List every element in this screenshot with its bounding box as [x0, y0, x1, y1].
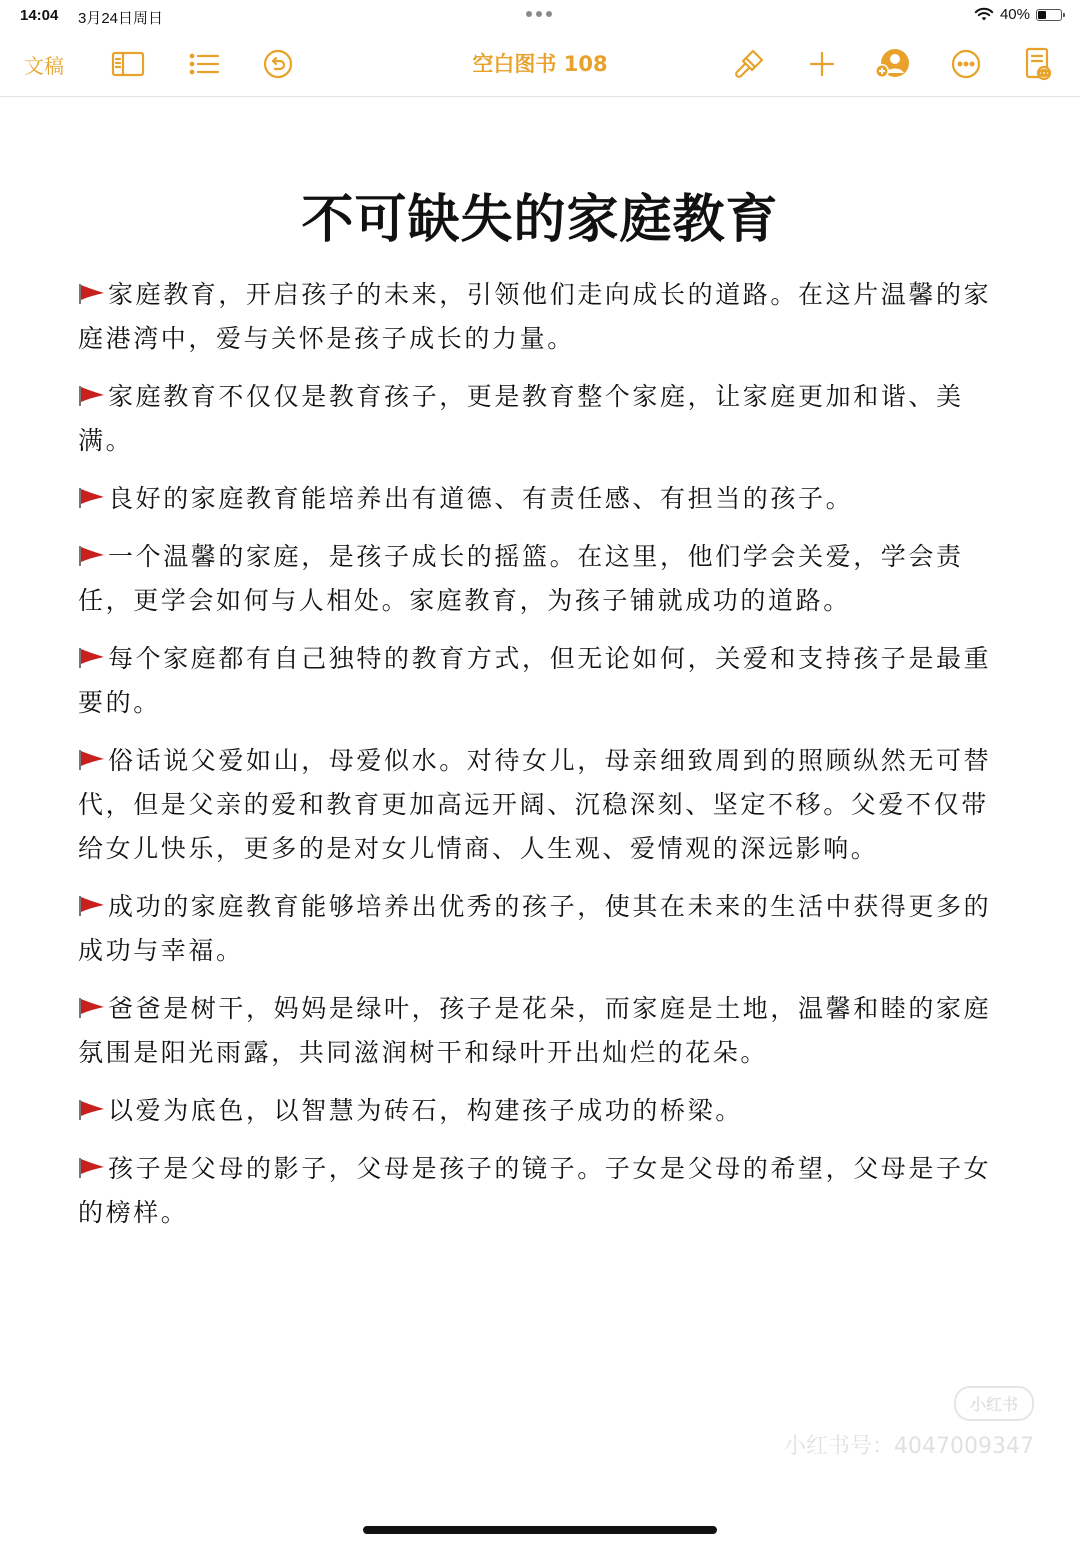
paragraph[interactable]	[78, 739, 1008, 871]
red-flag-icon	[78, 749, 106, 771]
red-flag-icon	[78, 487, 106, 509]
red-flag-icon	[78, 385, 106, 407]
paintbrush-icon	[733, 47, 767, 81]
watermark	[784, 1386, 1034, 1460]
red-flag-icon	[78, 545, 106, 567]
paragraph-text: 爸爸是树干，妈妈是绿叶，孩子是花朵，而家庭是土地，温馨和睦的家庭氛围是阳光雨露，共同滋润树干和绿叶开出灿烂的花朵。	[78, 994, 992, 1067]
documents-button[interactable]	[24, 44, 64, 84]
documents-label: 文稿	[24, 53, 64, 78]
paragraph[interactable]	[78, 987, 1008, 1075]
paragraph-text: 一个温馨的家庭，是孩子成长的摇篮。在这里，他们学会关爱，学会责任，更学会如何与人相处。家庭教育，为孩子铺就成功的道路。	[78, 542, 964, 615]
paragraph-text: 家庭教育不仅仅是教育孩子，更是教育整个家庭，让家庭更加和谐、美满。	[78, 382, 964, 455]
list-icon	[187, 50, 221, 78]
collaborate-icon	[873, 47, 911, 81]
multitasking-dots[interactable]	[526, 11, 552, 17]
paragraph[interactable]	[78, 375, 1008, 463]
plus-icon	[808, 50, 836, 78]
document-view-icon	[1023, 46, 1053, 82]
watermark-text: 小红书号：4047009347	[784, 1434, 1034, 1459]
sidebar-icon	[110, 50, 146, 78]
paragraph-text: 家庭教育，开启孩子的未来，引领他们走向成长的道路。在这片温馨的家庭港湾中，爱与关怀是孩子成长的力量。	[78, 280, 992, 353]
red-flag-icon	[78, 647, 106, 669]
red-flag-icon	[78, 895, 106, 917]
toolbar	[0, 32, 1080, 97]
paragraph[interactable]	[78, 477, 1008, 521]
wifi-icon	[974, 7, 994, 22]
document-body[interactable]	[78, 273, 1008, 1249]
paragraph[interactable]	[78, 637, 1008, 725]
watermark-logo: 小红书	[954, 1386, 1034, 1421]
home-indicator[interactable]	[363, 1526, 717, 1534]
insert-button[interactable]	[802, 44, 842, 84]
battery-percent: 40%	[999, 6, 1030, 23]
collaborate-button[interactable]	[870, 44, 914, 84]
document-title[interactable]: 空白图书 108	[472, 52, 608, 76]
status-bar	[0, 0, 1080, 32]
red-flag-icon	[78, 997, 106, 1019]
paragraph[interactable]	[78, 535, 1008, 623]
red-flag-icon	[78, 1157, 106, 1179]
format-button[interactable]	[730, 44, 770, 84]
paragraph-text: 孩子是父母的影子，父母是孩子的镜子。子女是父母的希望，父母是子女的榜样。	[78, 1154, 992, 1227]
more-button[interactable]	[946, 44, 986, 84]
more-icon	[950, 48, 982, 80]
undo-button[interactable]	[258, 44, 298, 84]
paragraph-text: 俗话说父爱如山，母爱似水。对待女儿，母亲细致周到的照顾纵然无可替代，但是父亲的爱和教育更加高远开阔、沉稳深刻、坚定不移。父爱不仅带给女儿快乐，更多的是对女儿情商、人生观、爱情观的深远影响。	[78, 746, 992, 863]
paragraph-text: 成功的家庭教育能够培养出优秀的孩子，使其在未来的生活中获得更多的成功与幸福。	[78, 892, 992, 965]
undo-icon	[262, 48, 294, 80]
paragraph[interactable]	[78, 1089, 1008, 1133]
document-view-button[interactable]	[1018, 44, 1058, 84]
paragraph[interactable]	[78, 273, 1008, 361]
paragraph[interactable]	[78, 1147, 1008, 1235]
document-heading[interactable]: 不可缺失的家庭教育	[301, 190, 779, 250]
red-flag-icon	[78, 1099, 106, 1121]
status-time: 14:04	[20, 7, 59, 24]
paragraph-text: 以爱为底色，以智慧为砖石，构建孩子成功的桥梁。	[108, 1096, 743, 1125]
sidebar-button[interactable]	[108, 44, 148, 84]
paragraph-text: 良好的家庭教育能培养出有道德、有责任感、有担当的孩子。	[108, 484, 854, 513]
status-right	[974, 6, 1062, 23]
paragraph[interactable]	[78, 885, 1008, 973]
battery-icon	[1036, 9, 1062, 21]
status-date: 3月24日周日	[78, 10, 164, 27]
red-flag-icon	[78, 283, 106, 305]
document-canvas[interactable]	[0, 97, 1080, 1546]
paragraph-text: 每个家庭都有自己独特的教育方式，但无论如何，关爱和支持孩子是最重要的。	[78, 644, 992, 717]
outline-button[interactable]	[184, 44, 224, 84]
